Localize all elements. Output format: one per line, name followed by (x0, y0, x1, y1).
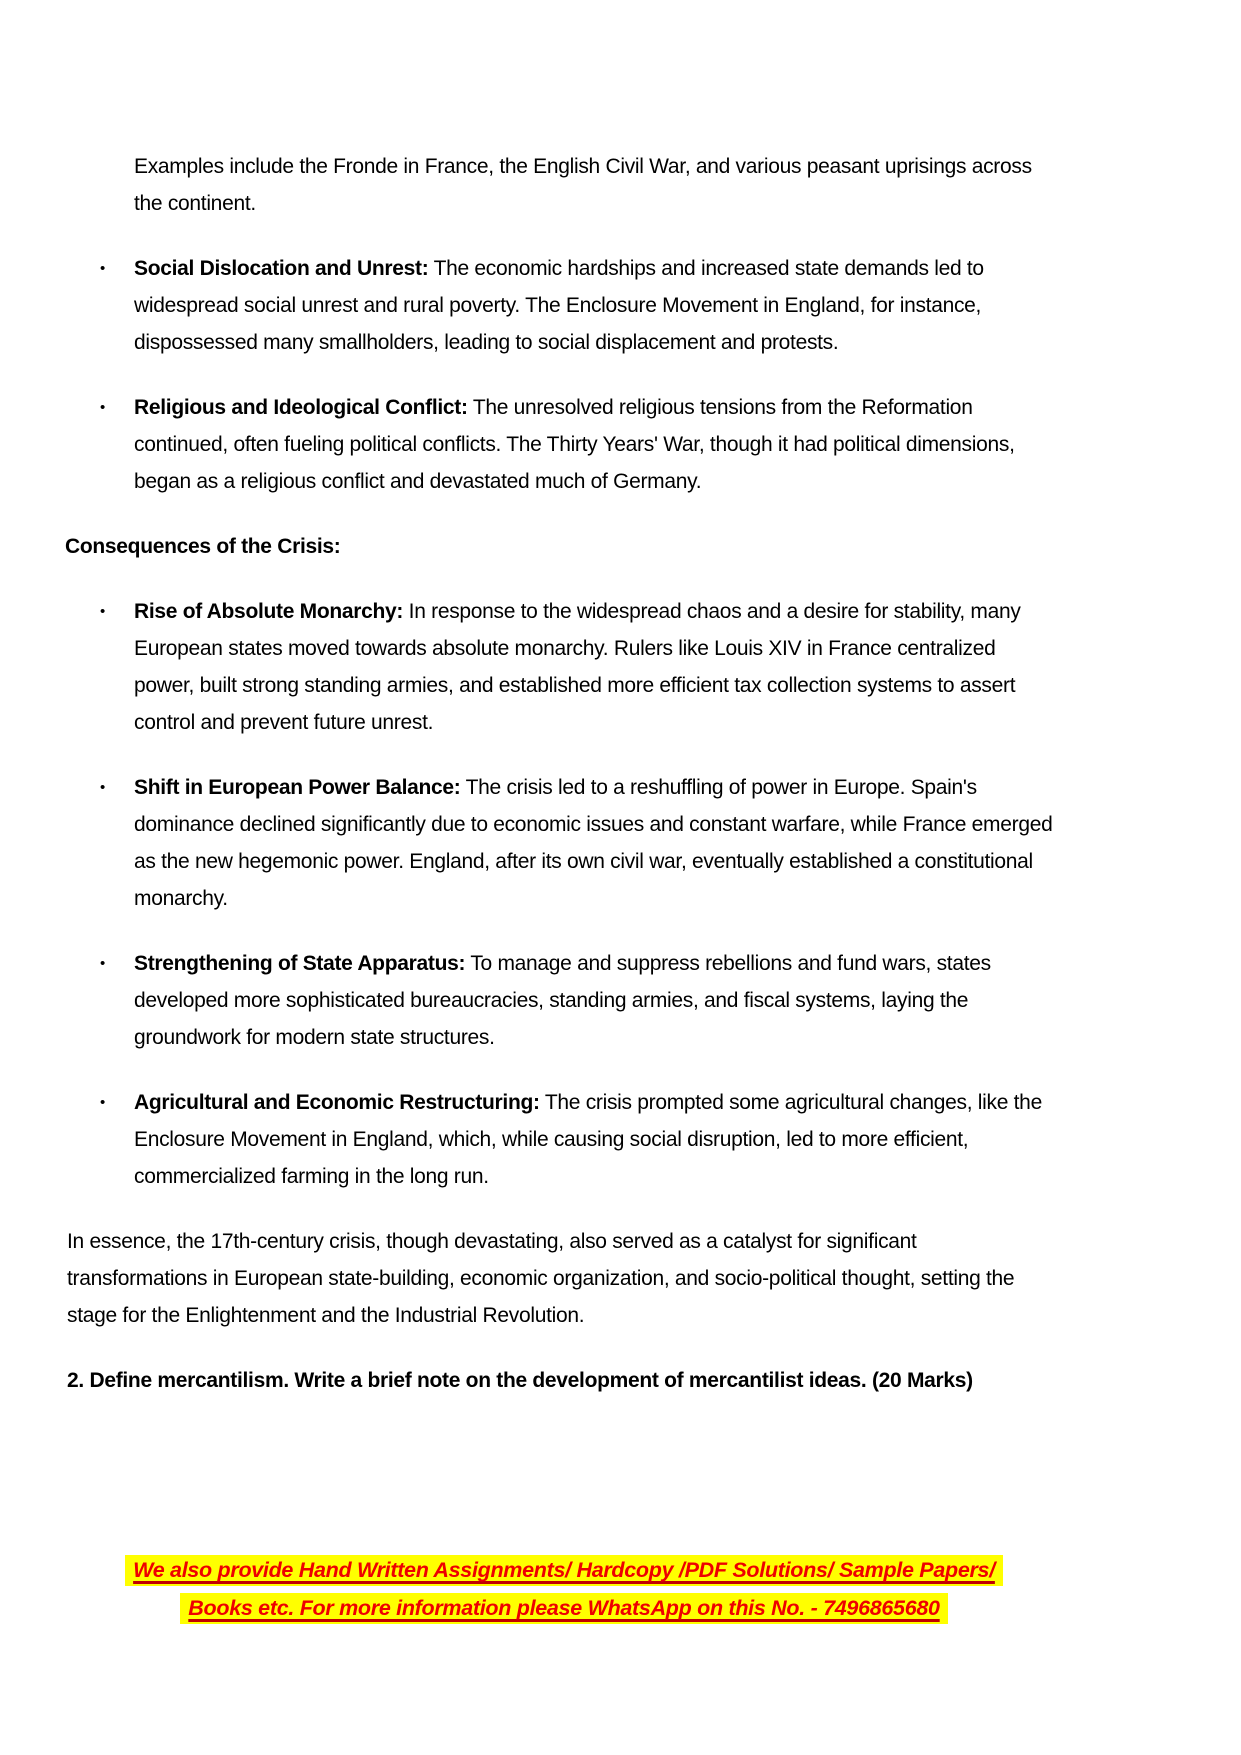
bullet-text: The unresolved religious tensions from the Reformation continued, often fueling political conflicts. The Thirty Years' War, though it had political dimensions, began as a religious conflict and devastated much of Germany. (134, 396, 1015, 493)
document-content (67, 148, 1061, 1627)
bullet-label: Agricultural and Economic Restructuring: (134, 1091, 540, 1114)
section-heading-consequences: Consequences of the Crisis: (65, 535, 341, 558)
promo-footer (67, 1551, 1061, 1627)
bullet-icon: • (100, 603, 105, 620)
bullet-rise-absolute-monarchy (67, 593, 1061, 741)
bullet-state-apparatus (67, 945, 1061, 1056)
bullet-agricultural-restructuring (67, 1084, 1061, 1195)
bullet-label: Shift in European Power Balance: (134, 776, 461, 799)
bullet-label: Strengthening of State Apparatus: (134, 952, 466, 975)
question-2-heading: 2. Define mercantilism. Write a brief note on the development of mercantilist ideas. (20 Marks) (67, 1369, 973, 1392)
promo-footer-text: We also provide Hand Written Assignments/ Hardcopy /PDF Solutions/ Sample Papers/ (125, 1555, 1003, 1586)
bullet-text: To manage and suppress rebellions and fund wars, states developed more sophisticated bureaucracies, standing armies, and fiscal systems, laying the groundwork for modern state structures. (134, 952, 991, 1049)
intro-continuation-paragraph: Examples include the Fronde in France, the English Civil War, and various peasant uprisings across the continent. (134, 155, 1032, 215)
bullet-text: The crisis led to a reshuffling of power in Europe. Spain's dominance declined significantly due to economic issues and constant warfare, while France emerged as the new hegemonic power. England, after its own civil war, eventually established a constitutional monarchy. (134, 776, 1053, 910)
promo-footer-line-2 (67, 1589, 1061, 1627)
bullet-icon: • (100, 399, 105, 416)
bullet-label: Social Dislocation and Unrest: (134, 257, 429, 280)
bullet-religious-conflict (67, 389, 1061, 500)
bullet-icon: • (100, 779, 105, 796)
bullet-text: The crisis prompted some agricultural changes, like the Enclosure Movement in England, which, while causing social disruption, led to more efficient, commercialized farming in the long run. (134, 1091, 1042, 1188)
bullet-text: In response to the widespread chaos and a desire for stability, many European states moved towards absolute monarchy. Rulers like Louis XIV in France centralized power, built strong standing armies, and established more efficient tax collection systems to assert control and prevent future unrest. (134, 600, 1021, 734)
bullet-icon: • (100, 260, 105, 277)
promo-footer-text: Books etc. For more information please WhatsApp on this No. - 7496865680 (180, 1593, 947, 1624)
bullet-label: Rise of Absolute Monarchy: (134, 600, 404, 623)
bullet-social-dislocation (67, 250, 1061, 361)
bullet-icon: • (100, 1094, 105, 1111)
bullet-power-balance-shift (67, 769, 1061, 917)
bullet-text: The economic hardships and increased state demands led to widespread social unrest and rural poverty. The Enclosure Movement in England, for instance, dispossessed many smallholders, leading to social displacement and protests. (134, 257, 984, 354)
promo-footer-line-1 (67, 1551, 1061, 1589)
bullet-icon: • (100, 955, 105, 972)
bullet-label: Religious and Ideological Conflict: (134, 396, 468, 419)
closing-paragraph: In essence, the 17th-century crisis, though devastating, also served as a catalyst for significant transformations in European state-building, economic organization, and socio-political thought, setting the stage for the Enlightenment and the Industrial Revolution. (67, 1230, 1015, 1327)
